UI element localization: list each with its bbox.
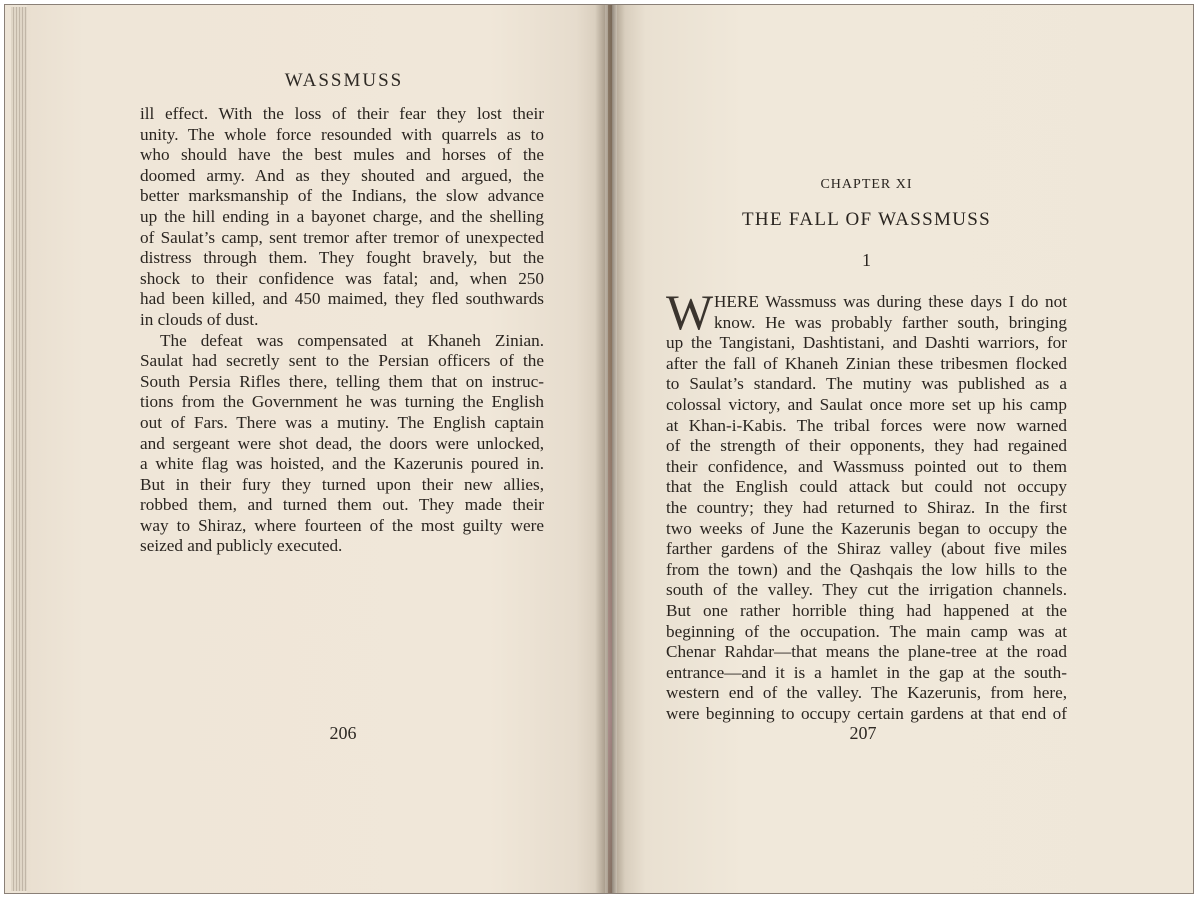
text-line: farther gardens of the Shiraz valley (about five miles	[666, 539, 1067, 559]
text-line: out of Fars. There was a mutiny. The English captain	[140, 412, 544, 432]
text-line: doomed army. And as they shouted and argued, the	[140, 165, 544, 185]
text-line: distress through them. They fought bravely, but the	[140, 248, 544, 268]
chapter-title: THE FALL OF WASSMUSS	[742, 209, 991, 230]
text-line: of the strength of their opponents, they had regained	[666, 436, 1067, 456]
left-page-text	[140, 104, 544, 557]
text-line: at Khan-i-Kabis. The tribal forces were now warned	[666, 415, 1067, 435]
text-line: know. He was probably farther south, bringing	[714, 312, 1067, 332]
text-line: unity. The whole force resounded with quarrels as to	[140, 124, 544, 144]
text-line: beginning of the occupation. The main camp was at	[666, 621, 1067, 641]
text-line: shock to their confidence was fatal; and, when 250	[140, 268, 544, 288]
text-line: of Saulat’s camp, sent tremor after tremor of unexpected	[140, 227, 544, 247]
text-line: seized and publicly executed.	[140, 536, 343, 556]
text-line: up the hill ending in a bayonet charge, and the shelling	[140, 206, 544, 226]
text-line: western end of the valley. The Kazerunis, from here,	[666, 683, 1067, 703]
text-line: But in their fury they turned upon their new allies,	[140, 474, 544, 494]
text-line: in clouds of dust.	[140, 309, 259, 329]
text-line: colossal victory, and Saulat once more set up his camp	[666, 394, 1067, 414]
drop-cap: W	[666, 284, 714, 340]
text-line: Saulat had secretly sent to the Persian officers of the	[140, 351, 544, 371]
text-line: were beginning to occupy certain gardens at that end of	[666, 703, 1067, 723]
text-line: two weeks of June the Kazerunis began to occupy the	[666, 518, 1067, 538]
text-line: a white flag was hoisted, and the Kazerunis poured in.	[140, 454, 544, 474]
text-line: and sergeant were shot dead, the doors were unlocked,	[140, 433, 544, 453]
text-line: to Saulat’s standard. The mutiny was published as a	[666, 374, 1067, 394]
text-line: from the town) and the Qashqais the low hills to the	[666, 559, 1067, 579]
running-head: WASSMUSS	[284, 70, 404, 91]
text-line: Chenar Rahdar—that means the plane-tree at the road	[666, 642, 1067, 662]
chapter-label: CHAPTER XI	[820, 177, 913, 192]
text-line: way to Shiraz, where fourteen of the most guilty were	[140, 515, 544, 535]
page-number-right: 207	[849, 723, 877, 743]
text-line: ill effect. With the loss of their fear they lost their	[140, 104, 544, 123]
text-line: who should have the best mules and horses of the	[140, 145, 544, 165]
paragraph-start-line: The defeat was compensated at Khaneh Zinian.	[160, 330, 544, 350]
text-line: up the Tangistani, Dashtistani, and Dashti warriors, for	[666, 333, 1067, 353]
text-line: entrance—and it is a hamlet in the gap at the south-	[666, 662, 1067, 682]
section-number: 1	[862, 250, 871, 270]
text-line: But one rather horrible thing had happened at the	[666, 600, 1067, 620]
text-line: South Persia Rifles there, telling them that on instruc-	[140, 371, 544, 391]
right-page-text	[666, 292, 1067, 724]
text-line: tions from the Government he was turning the English	[140, 392, 544, 412]
page-number-left: 206	[329, 723, 357, 743]
text-line: south of the valley. They cut the irrigation channels.	[666, 580, 1067, 600]
text-line: better marksmanship of the Indians, the slow advance	[140, 186, 544, 206]
text-line: HERE Wassmuss was during these days I do not	[714, 292, 1067, 311]
text-line: their confidence, and Wassmuss pointed out to them	[666, 456, 1067, 476]
text-line: the country; they had returned to Shiraz. In the first	[666, 497, 1067, 517]
gutter-shadow	[608, 5, 612, 894]
text-line: after the fall of Khaneh Zinian these tribesmen flocked	[666, 353, 1067, 373]
text-line: that the English could attack but could not occupy	[666, 477, 1067, 497]
text-line: had been killed, and 450 maimed, they fled southwards	[140, 289, 544, 309]
text-line: robbed them, and turned them out. They made their	[140, 495, 544, 515]
